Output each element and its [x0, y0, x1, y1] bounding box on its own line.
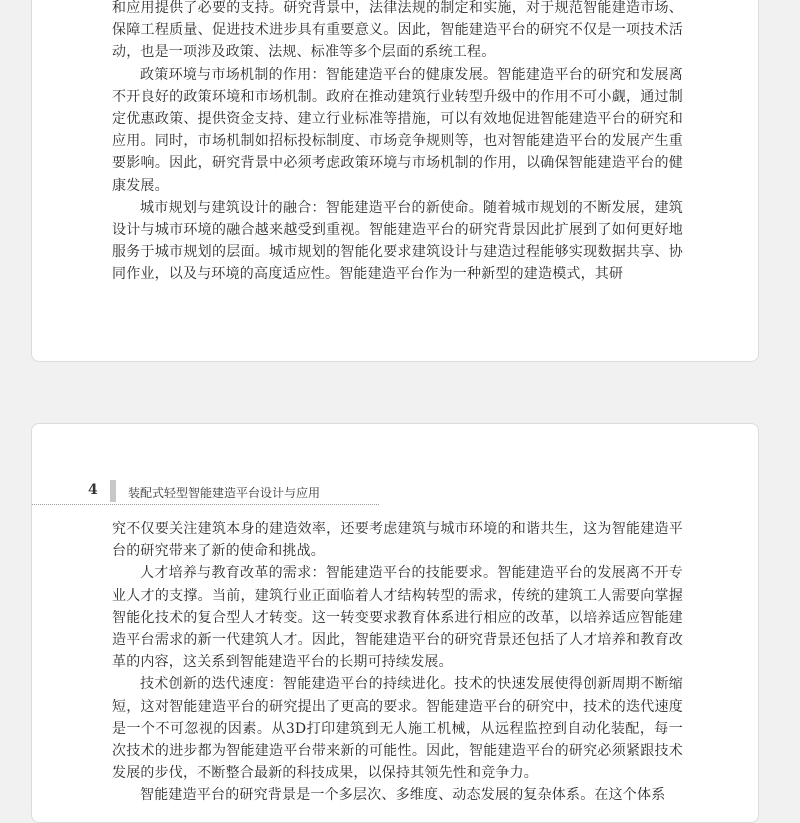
body-text [112, 0, 683, 286]
paragraph: 智能建造平台的研究背景是一个多层次、多维度、动态发展的复杂体系。在这个体系 [140, 787, 666, 804]
paragraph: 城市规划与建筑设计的融合：智能建造平台的新使命。随着城市规划的不断发展，建筑设计与城市环境的融合越来越受到重视。智能建造平台的研究背景因此扩展到了如何更好地服务于城市规划的层面。城市规划的智能化要求建筑设计与建造过程能够实现数据共享、协同作业，以及与环境的高度适应性。智能建造平台作为一种新型的建造模式，其研 [112, 199, 683, 283]
document-page-top [31, 0, 759, 362]
paragraph: 人才培养与教育改革的需求：智能建造平台的技能要求。智能建造平台的发展离不开专业人才的支撑。当前，建筑行业正面临着人才结构转型的需求，传统的建筑工人需要向掌握智能化技术的复合型人才转变。这一转变要求教育体系进行相应的改革，以培养适应智能建造平台需求的新一代建筑人才。因此，智能建造平台的研究背景还包括了人才培养和教育改革的内容，这关系到智能建造平台的长期可持续发展。 [112, 565, 683, 671]
paragraph: 技术创新的迭代速度：智能建造平台的持续进化。技术的快速发展使得创新周期不断缩短，这对智能建造平台的研究提出了更高的要求。智能建造平台的研究中，技术的迭代速度是一个不可忽视的因素。从3D打印建筑到无人施工机械，从远程监控到自动化装配，每一次技术的进步都为智能建造平台带来新的可能性。因此，智能建造平台的研究必须紧跟技术发展的步伐，不断整合最新的科技成果，以保持其领先性和竞争力。 [112, 676, 683, 782]
running-header [32, 480, 379, 505]
document-page-bottom [31, 423, 759, 823]
page-number: 4 [88, 482, 98, 498]
paragraph: 究不仅要关注建筑本身的建造效率，还要考虑建筑与城市环境的和谐共生，这为智能建造平台的研究带来了新的使命和挑战。 [112, 521, 683, 560]
header-divider-bar [110, 480, 116, 502]
running-header-title: 装配式轻型智能建造平台设计与应用 [128, 486, 321, 500]
body-text [112, 518, 683, 807]
paragraph: 和应用提供了必要的支持。研究背景中，法律法规的制定和实施，对于规范智能建造市场、保障工程质量、促进技术进步具有重要意义。因此，智能建造平台的研究不仅是一项技术活动，也是一项涉及政策、法规、标准等多个层面的系统工程。 [112, 0, 683, 61]
paragraph: 政策环境与市场机制的作用：智能建造平台的健康发展。智能建造平台的研究和发展离不开良好的政策环境和市场机制。政府在推动建筑行业转型升级中的作用不可小觑，通过制定优惠政策、提供资金支持、建立行业标准等措施，可以有效地促进智能建造平台的研究和应用。同时，市场机制如招标投标制度、市场竞争规则等，也对智能建造平台的发展产生重要影响。因此，研究背景中必须考虑政策环境与市场机制的作用，以确保智能建造平台的健康发展。 [112, 66, 683, 194]
